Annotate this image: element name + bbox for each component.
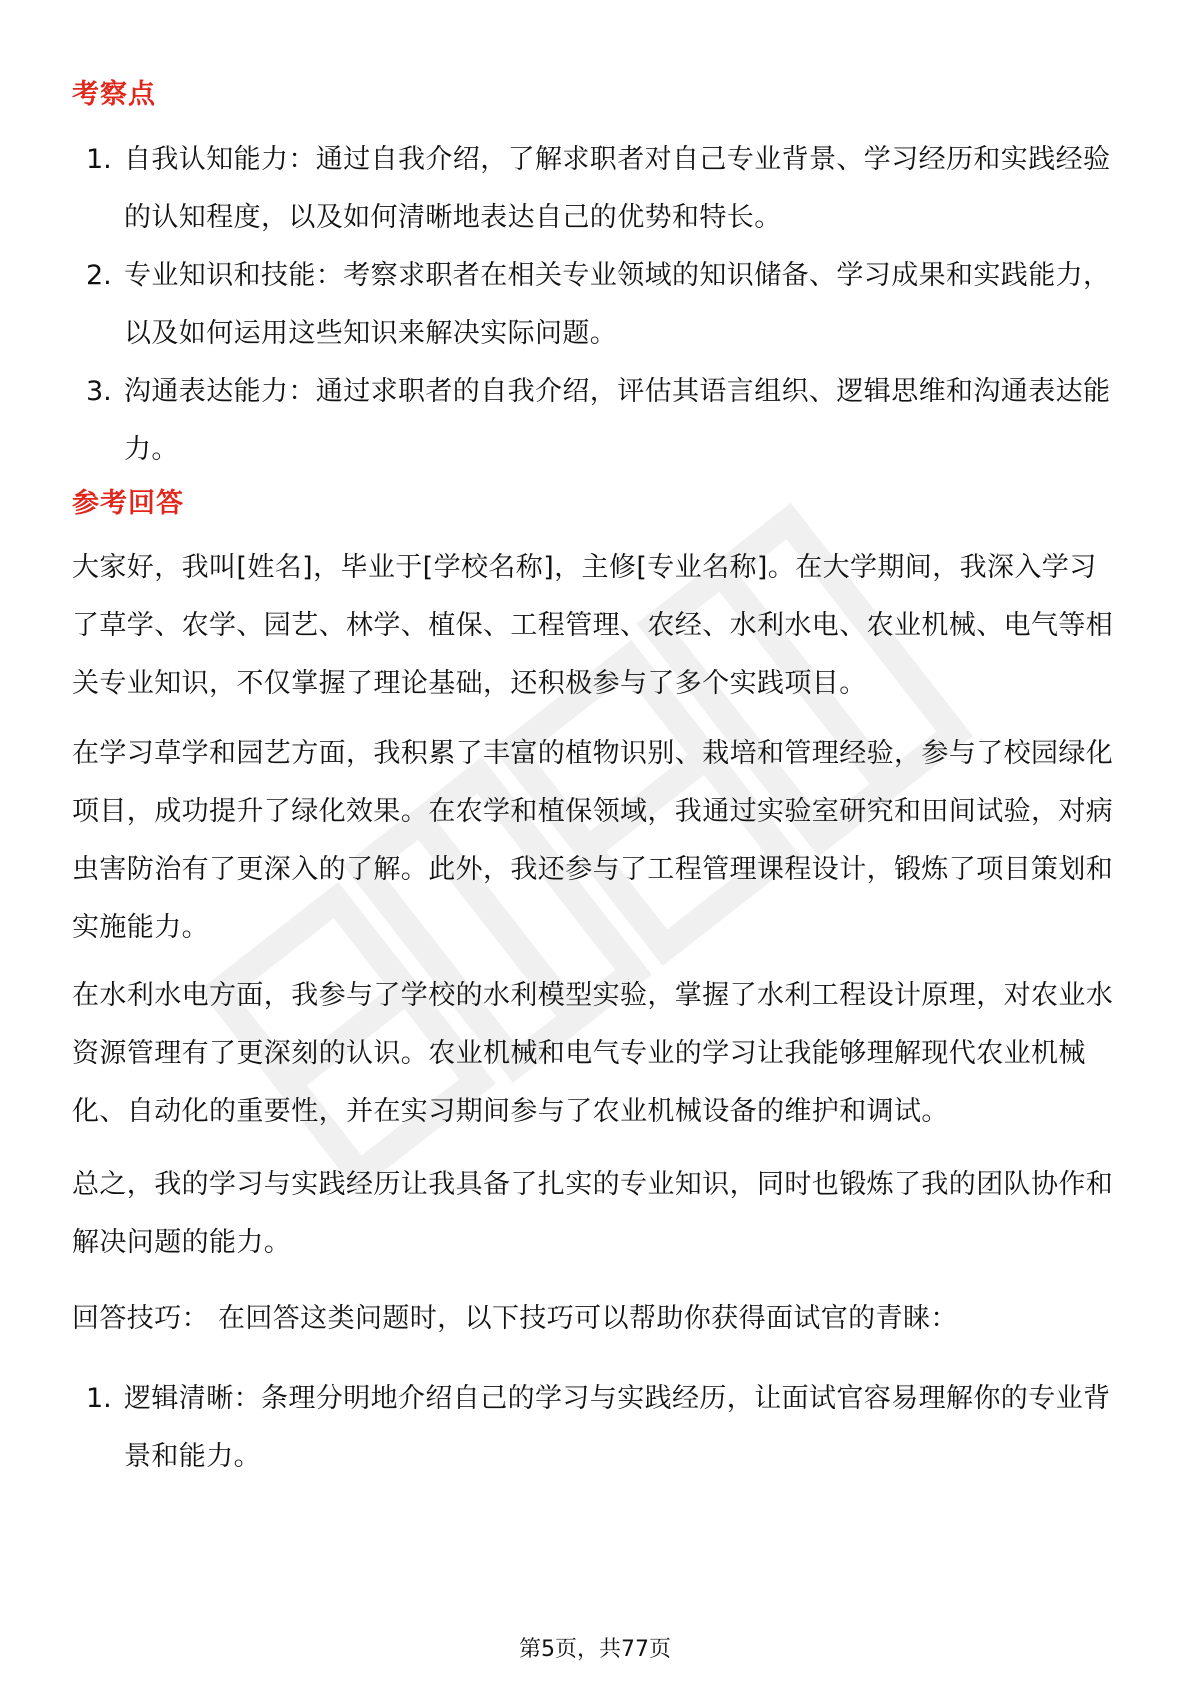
heading-reference-answer: 参考回答 (72, 488, 184, 519)
tips-list (0, 1370, 1190, 1486)
page-number: 第5页，共77页 (519, 1637, 671, 1662)
exam-points-list (0, 131, 1190, 479)
heading-exam-points: 考察点 (72, 79, 156, 110)
answer-paragraph: 大家好，我叫[姓名]，毕业于[学校名称]，主修[专业名称]。在大学期间，我深入学习了草学、农学、园艺、林学、植保、工程管理、农经、水利水电、农业机械、电气等相关专业知识，不仅掌握了理论基础，还积极参与了多个实践项目。 (72, 552, 1114, 699)
answer-paragraph: 在水利水电方面，我参与了学校的水利模型实验，掌握了水利工程设计原理，对农业水资源管理有了更深刻的认识。农业机械和电气专业的学习让我能够理解现代农业机械化、自动化的重要性，并在实习期间参与了农业机械设备的维护和调试。 (72, 980, 1114, 1127)
list-number: 2. (86, 260, 112, 291)
list-item (0, 131, 1114, 247)
list-item-text: 沟通表达能力：通过求职者的自我介绍，评估其语言组织、逻辑思维和沟通表达能力。 (124, 376, 1111, 465)
list-item (0, 363, 1114, 479)
answer-paragraph: 总之，我的学习与实践经历让我具备了扎实的专业知识，同时也锻炼了我的团队协作和解决问题的能力。 (72, 1169, 1114, 1258)
list-item-text: 自我认知能力：通过自我介绍，了解求职者对自己专业背景、学习经历和实践经验的认知程度，以及如何清晰地表达自己的优势和特长。 (124, 144, 1111, 233)
list-item-text: 专业知识和技能：考察求职者在相关专业领域的知识储备、学习成果和实践能力，以及如何运用这些知识来解决实际问题。 (124, 260, 1111, 349)
answer-paragraph: 在学习草学和园艺方面，我积累了丰富的植物识别、栽培和管理经验，参与了校园绿化项目，成功提升了绿化效果。在农学和植保领域，我通过实验室研究和田间试验，对病虫害防治有了更深入的了解。此外，我还参与了工程管理课程设计，锻炼了项目策划和实施能力。 (72, 738, 1114, 943)
tips-intro: 回答技巧： 在回答这类问题时，以下技巧可以帮助你获得面试官的青睐： (72, 1303, 958, 1334)
list-item (0, 247, 1114, 363)
list-number: 1. (86, 1383, 112, 1414)
list-number: 1. (86, 144, 112, 175)
list-item-text: 逻辑清晰：条理分明地介绍自己的学习与实践经历，让面试官容易理解你的专业背景和能力。 (124, 1383, 1111, 1472)
list-item (0, 1370, 1114, 1486)
list-number: 3. (86, 376, 112, 407)
